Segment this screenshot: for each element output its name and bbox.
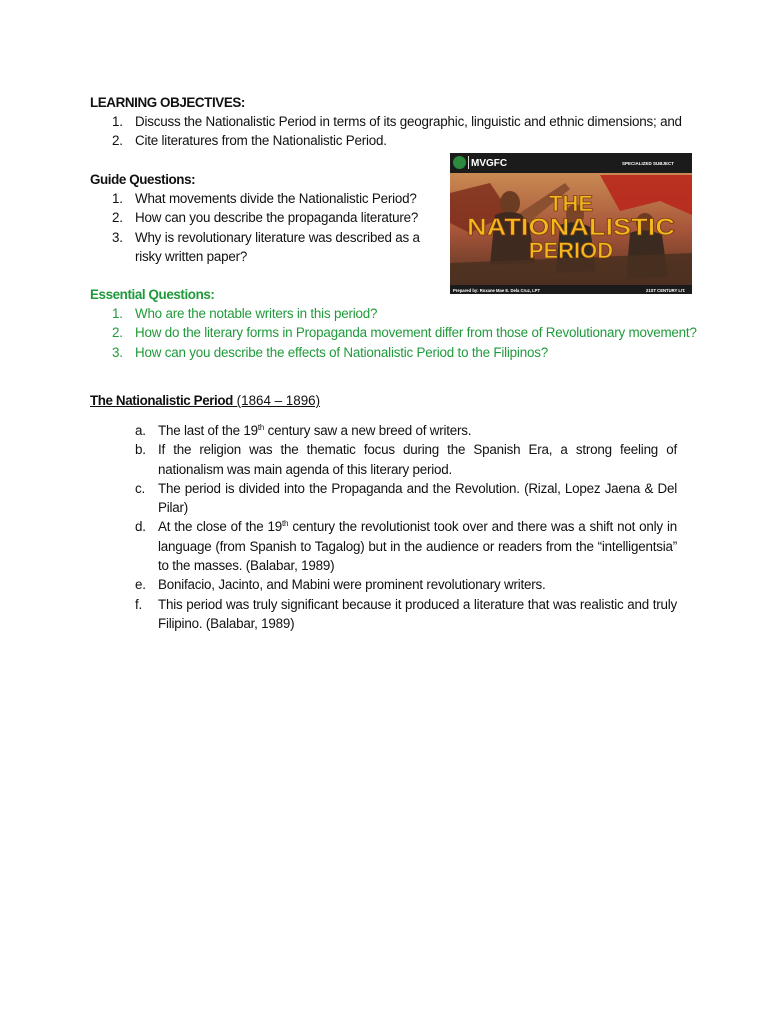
section-title: The Nationalistic Period xyxy=(90,393,233,408)
item-number: 1. xyxy=(112,306,123,321)
item-text: Why is revolutionary literature was described as a risky written paper? xyxy=(135,229,420,265)
section-list xyxy=(90,421,677,633)
list-item xyxy=(90,479,677,518)
list-item xyxy=(90,208,442,227)
poster-prepared-by: Prepared by: Roxane Mae E. Dela Cruz, LPT xyxy=(453,288,541,293)
item-text: century the revolutionist took over and there was a shift not only in language (from Spanish to Tagalog) but in the audience or readers from the “intelligentsia” to the masses. (Balabar, 1989) xyxy=(158,519,677,574)
item-letter: d. xyxy=(135,519,146,535)
item-text: century saw a new breed of writers. xyxy=(264,423,472,438)
poster-subject: SPECIALIZED SUBJECT xyxy=(622,161,675,166)
item-text: Discuss the Nationalistic Period in terms of its geographic, linguistic and ethnic dimensions; and xyxy=(135,114,682,129)
item-letter: e. xyxy=(135,577,146,593)
learning-objectives-heading: LEARNING OBJECTIVES: xyxy=(90,95,245,110)
poster-title-line1: THE xyxy=(549,191,593,216)
essential-questions-list xyxy=(90,304,710,362)
item-text: What movements divide the Nationalistic Period? xyxy=(135,191,417,206)
list-item xyxy=(90,228,442,267)
list-item xyxy=(90,421,677,440)
superscript: th xyxy=(257,423,265,432)
superscript: th xyxy=(282,519,289,529)
section-heading xyxy=(90,392,320,410)
list-item xyxy=(90,575,677,594)
logo-text: MVGFC xyxy=(471,158,508,169)
learning-objectives-list xyxy=(90,112,690,151)
essential-questions-heading: Essential Questions: xyxy=(90,287,215,302)
item-text: Bonifacio, Jacinto, and Mabini were prominent revolutionary writers. xyxy=(158,577,546,593)
guide-questions-heading: Guide Questions: xyxy=(90,172,196,187)
list-item xyxy=(90,323,710,342)
poster-title-line2: NATIONALISTIC xyxy=(467,214,675,241)
guide-questions-list xyxy=(90,189,442,267)
item-text: The last of the 19 xyxy=(158,423,258,438)
item-number: 1. xyxy=(112,114,123,129)
section-list-wrap xyxy=(90,421,677,633)
essential-questions-section xyxy=(90,286,710,362)
item-number: 2. xyxy=(112,325,123,341)
item-text: Who are the notable writers in this period? xyxy=(135,306,378,321)
item-number: 2. xyxy=(112,133,123,149)
item-letter: f. xyxy=(135,596,143,612)
item-letter: a. xyxy=(135,423,146,438)
poster-artwork xyxy=(450,153,692,294)
learning-objectives-section xyxy=(90,94,690,151)
list-item xyxy=(90,595,677,634)
guide-questions-section xyxy=(90,171,442,267)
nationalistic-period-poster xyxy=(450,153,692,294)
item-text: At the close of the 19 xyxy=(158,519,282,535)
item-text: Cite literatures from the Nationalistic Period. xyxy=(135,133,387,149)
item-letter: b. xyxy=(135,442,146,458)
list-item xyxy=(90,440,677,479)
item-text: How can you describe the propaganda literature? xyxy=(135,210,419,226)
item-text: How do the literary forms in Propaganda movement differ from those of Revolutionary movement? xyxy=(135,325,697,341)
item-number: 3. xyxy=(112,229,123,245)
list-item xyxy=(90,112,690,131)
list-item xyxy=(90,131,690,150)
item-text: If the religion was the thematic focus during the Spanish Era, a strong feeling of nationalism was main agenda of this literary period. xyxy=(158,442,677,477)
item-letter: c. xyxy=(135,480,146,496)
poster-title-line3: PERIOD xyxy=(528,238,614,263)
item-text: How can you describe the effects of Nationalistic Period to the Filipinos? xyxy=(135,344,548,360)
section-years: (1864 – 1896) xyxy=(232,393,321,408)
item-number: 2. xyxy=(112,210,123,226)
item-text: The period is divided into the Propaganda and the Revolution. (Rizal, Lopez Jaena & Del Pilar) xyxy=(158,480,677,516)
list-item xyxy=(90,189,442,208)
poster-course: 21ST CENTURY LIT. xyxy=(646,288,686,293)
school-logo-icon xyxy=(453,156,466,169)
item-number: 3. xyxy=(112,344,123,360)
list-item xyxy=(90,517,677,575)
list-item xyxy=(90,304,710,323)
nationalistic-period-section xyxy=(90,392,320,410)
item-number: 1. xyxy=(112,191,123,206)
item-text: This period was truly significant because it produced a literature that was realistic and truly Filipino. (Balabar, 1989) xyxy=(158,596,677,631)
list-item xyxy=(90,343,710,362)
